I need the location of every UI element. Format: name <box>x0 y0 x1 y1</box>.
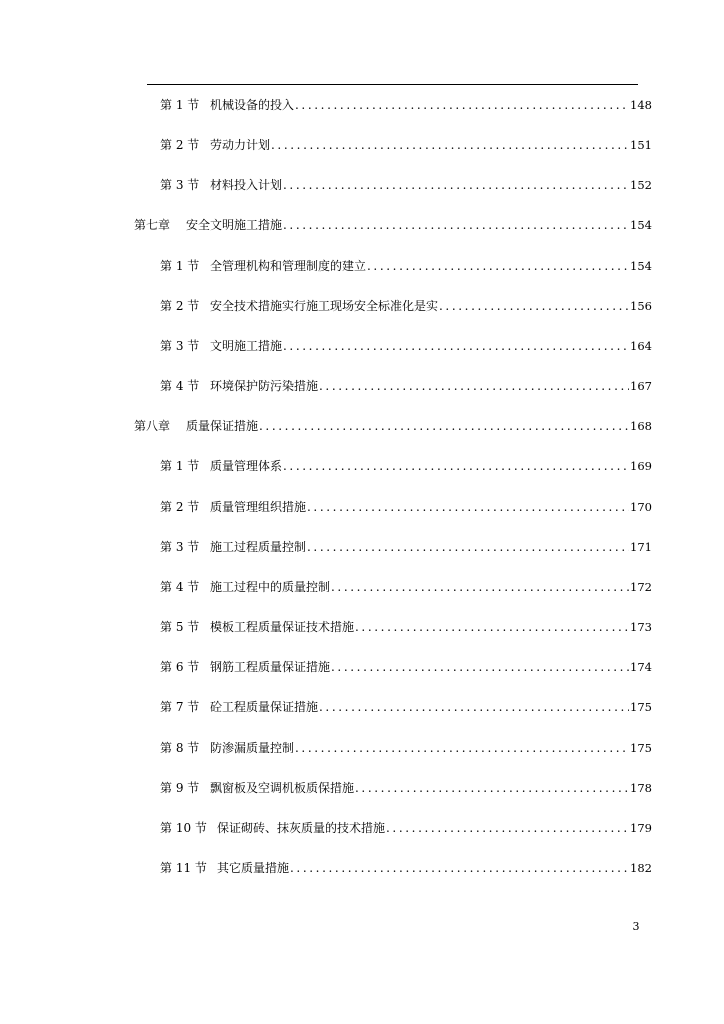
toc-page: 151 <box>630 138 652 152</box>
toc-page: 148 <box>630 98 652 112</box>
toc-leader <box>283 215 629 235</box>
toc-leader <box>331 657 629 677</box>
page-number: 3 <box>632 920 640 933</box>
toc-entry[interactable] <box>160 537 652 557</box>
toc-title: 施工过程中的质量控制 <box>210 580 331 594</box>
toc-page: 154 <box>630 259 652 273</box>
toc-page: 169 <box>630 459 652 473</box>
toc-label: 第 5 节 <box>160 620 200 634</box>
toc-label: 第 1 节 <box>160 459 200 473</box>
toc-label: 第 10 节 <box>160 821 207 835</box>
toc-leader <box>331 577 629 597</box>
toc-entry[interactable] <box>160 336 652 356</box>
toc-page: 173 <box>630 620 652 634</box>
toc-leader <box>355 617 629 637</box>
toc-title: 质量保证措施 <box>186 419 259 433</box>
toc-label: 第 9 节 <box>160 781 200 795</box>
toc-label: 第 1 节 <box>160 259 200 273</box>
toc-entry[interactable] <box>160 657 652 677</box>
toc-entry[interactable] <box>160 296 652 316</box>
toc-entry[interactable] <box>160 135 652 155</box>
toc-label: 第 3 节 <box>160 339 200 353</box>
toc-page: 182 <box>630 861 652 875</box>
toc-page: 179 <box>630 821 652 835</box>
toc-page: 175 <box>630 741 652 755</box>
toc-entry[interactable] <box>160 577 652 597</box>
toc-leader <box>319 697 629 717</box>
toc-leader <box>439 296 629 316</box>
toc-page: 171 <box>630 540 652 554</box>
toc-title: 全管理机构和管理制度的建立 <box>210 259 367 273</box>
toc-label: 第 2 节 <box>160 500 200 514</box>
toc-chapter-entry[interactable] <box>134 416 652 436</box>
toc-entry[interactable] <box>160 256 652 276</box>
toc-entry[interactable] <box>160 778 652 798</box>
toc-leader <box>307 537 629 557</box>
toc-leader <box>355 778 629 798</box>
toc-label: 第 4 节 <box>160 379 200 393</box>
toc-leader <box>386 818 629 838</box>
toc-label: 第 1 节 <box>160 98 200 112</box>
toc-page: 154 <box>630 218 652 232</box>
toc-leader <box>367 256 629 276</box>
toc-leader <box>295 738 629 758</box>
toc-label: 第七章 <box>134 218 171 232</box>
toc-title: 材料投入计划 <box>210 178 283 192</box>
toc-leader <box>283 456 629 476</box>
toc-leader <box>283 175 629 195</box>
toc-entry[interactable] <box>160 456 652 476</box>
toc-page: 175 <box>630 700 652 714</box>
toc-title: 其它质量措施 <box>217 861 290 875</box>
toc-entry[interactable] <box>160 376 652 396</box>
toc-title: 质量管理组织措施 <box>210 500 307 514</box>
toc-label: 第八章 <box>134 419 171 433</box>
toc-label: 第 3 节 <box>160 540 200 554</box>
toc-title: 模板工程质量保证技术措施 <box>210 620 355 634</box>
toc-title: 飘窗板及空调机板质保措施 <box>210 781 355 795</box>
toc-entry[interactable] <box>160 818 652 838</box>
toc-title: 安全文明施工措施 <box>186 218 283 232</box>
toc-label: 第 2 节 <box>160 138 200 152</box>
toc-title: 劳动力计划 <box>210 138 271 152</box>
toc-label: 第 4 节 <box>160 580 200 594</box>
toc-entry[interactable] <box>160 697 652 717</box>
toc-entry[interactable] <box>160 95 652 115</box>
toc-label: 第 8 节 <box>160 741 200 755</box>
toc-entry[interactable] <box>160 858 652 878</box>
toc-entry[interactable] <box>160 497 652 517</box>
toc-leader <box>295 95 629 115</box>
toc-entry[interactable] <box>160 617 652 637</box>
toc-leader <box>283 336 629 356</box>
toc-title: 机械设备的投入 <box>210 98 295 112</box>
toc-title: 施工过程质量控制 <box>210 540 307 554</box>
toc-page: 170 <box>630 500 652 514</box>
toc-entry[interactable] <box>160 738 652 758</box>
toc-title: 保证砌砖、抹灰质量的技术措施 <box>217 821 386 835</box>
toc-title: 防渗漏质量控制 <box>210 741 295 755</box>
toc-leader <box>271 135 629 155</box>
toc-label: 第 7 节 <box>160 700 200 714</box>
toc-entry[interactable] <box>160 175 652 195</box>
toc-title: 质量管理体系 <box>210 459 283 473</box>
toc-page: 172 <box>630 580 652 594</box>
toc-title: 安全技术措施实行施工现场安全标准化是实 <box>210 299 439 313</box>
toc-page: 174 <box>630 660 652 674</box>
toc-page: 164 <box>630 339 652 353</box>
toc-label: 第 2 节 <box>160 299 200 313</box>
toc-leader <box>290 858 629 878</box>
toc-page: 178 <box>630 781 652 795</box>
toc-leader <box>319 376 629 396</box>
toc-label: 第 6 节 <box>160 660 200 674</box>
toc-page: 168 <box>630 419 652 433</box>
toc-leader <box>259 416 629 436</box>
toc-page: 156 <box>630 299 652 313</box>
toc-label: 第 3 节 <box>160 178 200 192</box>
toc-chapter-entry[interactable] <box>134 215 652 235</box>
toc-title: 文明施工措施 <box>210 339 283 353</box>
toc-page: 167 <box>630 379 652 393</box>
toc-leader <box>307 497 629 517</box>
toc-title: 环境保护防污染措施 <box>210 379 319 393</box>
toc-page: 152 <box>630 178 652 192</box>
toc-title: 砼工程质量保证措施 <box>210 700 319 714</box>
toc-title: 钢筋工程质量保证措施 <box>210 660 331 674</box>
toc-label: 第 11 节 <box>160 861 207 875</box>
